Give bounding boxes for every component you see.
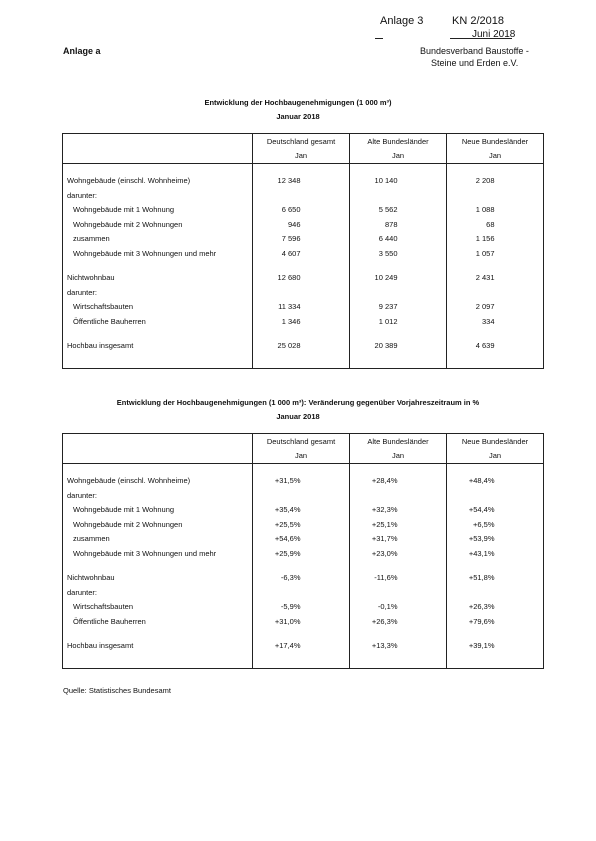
value-cell: 12 348 — [277, 176, 301, 186]
value-cell: 11 334 — [278, 302, 301, 312]
value-cell: 10 249 — [374, 273, 398, 283]
table1 — [62, 133, 544, 369]
column-header: Alte Bundesländer — [350, 434, 447, 449]
table-row — [63, 474, 544, 489]
column-header: Deutschland gesamt — [253, 434, 350, 449]
header-label-cell — [63, 434, 253, 449]
header-label-cell — [63, 448, 253, 463]
value-cell: +51,8% — [468, 573, 495, 583]
value-cell: 3 550 — [378, 248, 398, 258]
table-row — [63, 339, 544, 354]
value-cell: +23,0% — [371, 548, 398, 558]
value-cell — [253, 285, 305, 300]
value-cell: +79,6% — [468, 616, 495, 626]
value-cell: +13,3% — [371, 641, 398, 651]
source-note: Quelle: Statistisches Bundesamt — [63, 686, 171, 695]
table-row — [63, 614, 544, 629]
column-header: Neue Bundesländer — [447, 134, 544, 149]
value-cell: +54,4% — [468, 505, 495, 515]
header-label-cell — [63, 148, 253, 163]
table2 — [62, 433, 544, 669]
value-cell: +31,5% — [274, 476, 301, 486]
value-cell: +17,4% — [274, 641, 301, 651]
row-label: darunter: — [63, 188, 253, 203]
value-cell: 878 — [384, 219, 398, 229]
value-cell: 2 208 — [475, 176, 495, 186]
value-cell: 1 156 — [475, 234, 495, 244]
value-cell: 1 057 — [475, 248, 495, 258]
value-cell: +48,4% — [468, 476, 495, 486]
table-row — [63, 532, 544, 547]
row-label: Wohngebäude (einschl. Wohnheime) — [63, 174, 253, 189]
column-header: Alte Bundesländer — [350, 134, 447, 149]
table-row — [63, 571, 544, 586]
column-header: Deutschland gesamt — [253, 134, 350, 149]
table-row — [63, 174, 544, 189]
row-label: Nichtwohnbau — [63, 271, 253, 286]
value-cell: 6 650 — [281, 205, 301, 215]
issue-date: Juni 2018 — [472, 29, 516, 40]
row-label: Öffentliche Bauherren — [63, 314, 253, 329]
value-cell — [447, 488, 499, 503]
table-row — [63, 271, 544, 286]
row-label: Wirtschaftsbauten — [63, 600, 253, 615]
value-cell: +26,3% — [468, 602, 495, 612]
row-label: Wohngebäude mit 1 Wohnung — [63, 503, 253, 518]
value-cell: -5,9% — [280, 602, 301, 612]
value-cell: 334 — [481, 316, 495, 326]
period-header: Jan — [447, 148, 544, 163]
value-cell — [350, 488, 402, 503]
table-row — [63, 314, 544, 329]
value-cell: -0,1% — [377, 602, 398, 612]
value-cell: 7 596 — [281, 234, 301, 244]
value-cell: +25,5% — [274, 519, 301, 529]
period-header: Jan — [350, 148, 447, 163]
row-label: Hochbau insgesamt — [63, 339, 253, 354]
table-row — [63, 285, 544, 300]
value-cell: 9 237 — [378, 302, 398, 312]
value-cell: 68 — [486, 219, 495, 229]
period-header: Jan — [253, 448, 350, 463]
table-row — [63, 246, 544, 261]
column-header: Neue Bundesländer — [447, 434, 544, 449]
table-row — [63, 217, 544, 232]
table-row — [63, 585, 544, 600]
table1-subtitle: Januar 2018 — [276, 112, 320, 121]
organization-line-2: Steine und Erden e.V. — [431, 58, 519, 68]
row-label: Öffentliche Bauherren — [63, 614, 253, 629]
table-row — [63, 639, 544, 654]
row-label: darunter: — [63, 488, 253, 503]
value-cell — [350, 188, 402, 203]
value-cell: 2 097 — [475, 302, 495, 312]
value-cell: +26,3% — [371, 616, 398, 626]
value-cell — [253, 188, 305, 203]
value-cell — [447, 285, 499, 300]
row-label: zusammen — [63, 532, 253, 547]
value-cell: +53,9% — [468, 534, 495, 544]
period-header: Jan — [447, 448, 544, 463]
value-cell: 10 140 — [374, 176, 398, 186]
table-row — [63, 546, 544, 561]
header-rule-left — [375, 38, 383, 39]
row-label: Wohngebäude mit 2 Wohnungen — [63, 517, 253, 532]
row-label: Wirtschaftsbauten — [63, 300, 253, 315]
left-label: Anlage a — [63, 46, 101, 56]
table2-subtitle: Januar 2018 — [276, 412, 320, 421]
value-cell: +43,1% — [468, 548, 495, 558]
value-cell: 2 431 — [475, 273, 495, 283]
value-cell: +28,4% — [371, 476, 398, 486]
value-cell: 20 389 — [374, 341, 398, 351]
value-cell: 6 440 — [378, 234, 398, 244]
row-label: zusammen — [63, 232, 253, 247]
period-header: Jan — [253, 148, 350, 163]
table-row — [63, 503, 544, 518]
row-label: Wohngebäude mit 2 Wohnungen — [63, 217, 253, 232]
kn-number: KN 2/2018 — [452, 15, 504, 27]
value-cell: +25,9% — [274, 548, 301, 558]
value-cell: 25 028 — [277, 341, 301, 351]
period-header: Jan — [350, 448, 447, 463]
value-cell: +31,0% — [274, 616, 301, 626]
table-row — [63, 517, 544, 532]
value-cell: -11,6% — [374, 573, 398, 583]
value-cell: 1 346 — [281, 316, 301, 326]
value-cell: 4 607 — [281, 248, 301, 258]
row-label: Wohngebäude (einschl. Wohnheime) — [63, 474, 253, 489]
value-cell — [253, 488, 305, 503]
row-label: Wohngebäude mit 1 Wohnung — [63, 203, 253, 218]
anlage-number: Anlage 3 — [380, 15, 424, 27]
value-cell: 1 088 — [475, 205, 495, 215]
header-rule-right — [450, 38, 512, 39]
value-cell — [350, 285, 402, 300]
value-cell — [447, 585, 499, 600]
table-row — [63, 600, 544, 615]
value-cell: -6,3% — [280, 573, 301, 583]
value-cell — [447, 188, 499, 203]
row-label: Hochbau insgesamt — [63, 639, 253, 654]
value-cell: 5 562 — [378, 205, 398, 215]
header-label-cell — [63, 134, 253, 149]
value-cell: 946 — [287, 219, 301, 229]
value-cell: 1 012 — [378, 316, 398, 326]
organization-line-1: Bundesverband Baustoffe - — [420, 46, 529, 56]
row-label: darunter: — [63, 285, 253, 300]
value-cell: 12 680 — [277, 273, 301, 283]
value-cell: +54,6% — [274, 534, 301, 544]
table1-title: Entwicklung der Hochbaugenehmigungen (1 000 m³) — [204, 98, 392, 107]
table-row — [63, 188, 544, 203]
value-cell: +32,3% — [371, 505, 398, 515]
table-row — [63, 203, 544, 218]
value-cell: +35,4% — [274, 505, 301, 515]
row-label: Nichtwohnbau — [63, 571, 253, 586]
value-cell — [253, 585, 305, 600]
row-label: Wohngebäude mit 3 Wohnungen und mehr — [63, 246, 253, 261]
table2-title: Entwicklung der Hochbaugenehmigungen (1 000 m³): Veränderung gegenüber Vorjahreszeitraum in % — [116, 398, 480, 407]
value-cell: 4 639 — [475, 341, 495, 351]
value-cell — [350, 585, 402, 600]
value-cell: +6,5% — [473, 519, 495, 529]
row-label: Wohngebäude mit 3 Wohnungen und mehr — [63, 546, 253, 561]
value-cell: +25,1% — [371, 519, 398, 529]
table-row — [63, 488, 544, 503]
row-label: darunter: — [63, 585, 253, 600]
value-cell: +39,1% — [468, 641, 495, 651]
table-row — [63, 300, 544, 315]
value-cell: +31,7% — [371, 534, 398, 544]
table-row — [63, 232, 544, 247]
